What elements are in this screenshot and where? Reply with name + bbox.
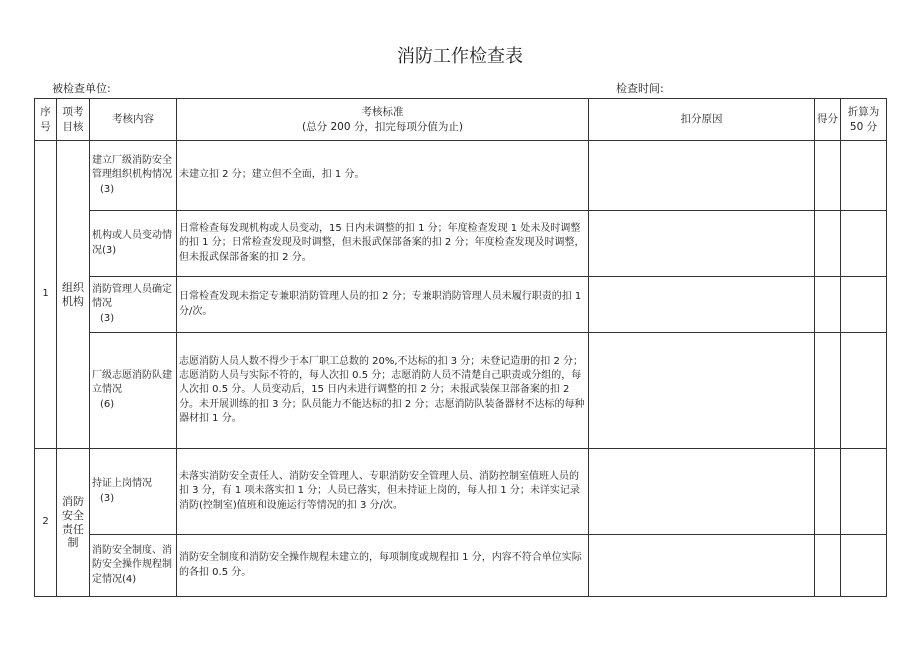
item-title: 消防管理人员确定情况 [92,284,172,310]
item-standard: 未落实消防安全责任人、消防安全管理人、专职消防安全管理人员、消防控制室值班人员的扣 3 分，有 1 项未落实扣 1 分；人员已落实，但未持证上岗的，每人扣 1 分；未详实记录消防(控制室)值班和设施运行等情况的扣 3 分/次。 [177,449,589,535]
item-content [90,333,177,449]
standard-header-note: (总分 200 分，扣完每项分值为止) [302,120,463,133]
item-content [90,449,177,535]
reason-cell[interactable] [589,211,815,277]
item-standard: 日常检查发现未指定专兼职消防管理人员的扣 2 分；专兼职消防管理人员未履行职责的扣 1 分/次。 [177,277,589,333]
score-cell[interactable] [815,211,841,277]
score-cell[interactable] [815,535,841,597]
table-row [35,449,887,535]
converted-header: 折算为 50 分 [841,99,887,141]
item-content [90,141,177,211]
inspection-time-label: 检查时间: [616,82,664,95]
item-title: 机构或人员变动情况(3) [92,230,172,256]
converted-cell[interactable] [841,535,887,597]
converted-cell[interactable] [841,333,887,449]
category-cell: 组织机构 [57,141,90,449]
converted-cell[interactable] [841,141,887,211]
score-cell[interactable] [815,333,841,449]
score-cell[interactable] [815,141,841,211]
category-header: 项考目核 [57,99,90,141]
item-content [90,535,177,597]
score-header: 得分 [815,99,841,141]
item-standard: 志愿消防人员人数不得少于本厂职工总数的 20%,不达标的扣 3 分；未登记造册的扣 2 分；志愿消防人员与实际不符的，每人次扣 0.5 分；志愿消防人员不清楚自己职责或分组的，每人次扣 0.5 分。人员变动后，15 日内未进行调整的扣 2 分；未报武装保卫部备案的扣 2 分。未开展训练的扣 3 分；队员能力不能达标的扣 2 分；志愿消防队装备器材不达标的每种器材扣 1 分。 [177,333,589,449]
converted-cell[interactable] [841,449,887,535]
table-row [35,277,887,333]
document-title: 消防工作检查表 [397,46,523,67]
inspection-table [34,98,887,597]
item-points: (3) [100,492,115,504]
item-title: 建立厂级消防安全管理组织机构情况 [92,155,172,181]
reason-cell[interactable] [589,277,815,333]
item-content [90,277,177,333]
score-cell[interactable] [815,277,841,333]
table-row [35,535,887,597]
score-cell[interactable] [815,449,841,535]
seq-cell: 1 [35,141,57,449]
seq-cell: 2 [35,449,57,597]
category-cell: 消防安全责任制 [57,449,90,597]
reason-cell[interactable] [589,333,815,449]
converted-cell[interactable] [841,277,887,333]
reason-cell[interactable] [589,535,815,597]
reason-header: 扣分原因 [589,99,815,141]
item-title: 持证上岗情况 [92,478,152,490]
item-title: 厂级志愿消防队建立情况 [92,370,172,396]
item-standard: 日常检查每发现机构或人员变动，15 日内未调整的扣 1 分；年度检查发现 1 处未及时调整的扣 1 分；日常检查发现及时调整，但未报武保部备案的扣 2 分；年度检查发现及时调整，但未报武保部备案的扣 2 分。 [177,211,589,277]
converted-cell[interactable] [841,211,887,277]
item-standard: 消防安全制度和消防安全操作规程未建立的，每项制度或规程扣 1 分，内容不符合单位实际的各扣 0.5 分。 [177,535,589,597]
content-header: 考核内容 [90,99,177,141]
item-points: (6) [100,398,115,410]
table-row [35,141,887,211]
item-standard: 未建立扣 2 分；建立但不全面，扣 1 分。 [177,141,589,211]
item-points: (3) [100,312,115,324]
item-title: 消防安全制度、消防安全操作规程制定情况(4) [92,545,172,585]
table-row [35,211,887,277]
reason-cell[interactable] [589,449,815,535]
standard-header-title: 考核标准 [361,105,404,118]
item-points: (3) [100,183,115,195]
inspected-unit-label: 被检查单位: [52,82,111,95]
standard-header [177,99,589,141]
reason-cell[interactable] [589,141,815,211]
table-row [35,333,887,449]
table-header-row [35,99,887,141]
seq-header: 序号 [35,99,57,141]
item-content [90,211,177,277]
